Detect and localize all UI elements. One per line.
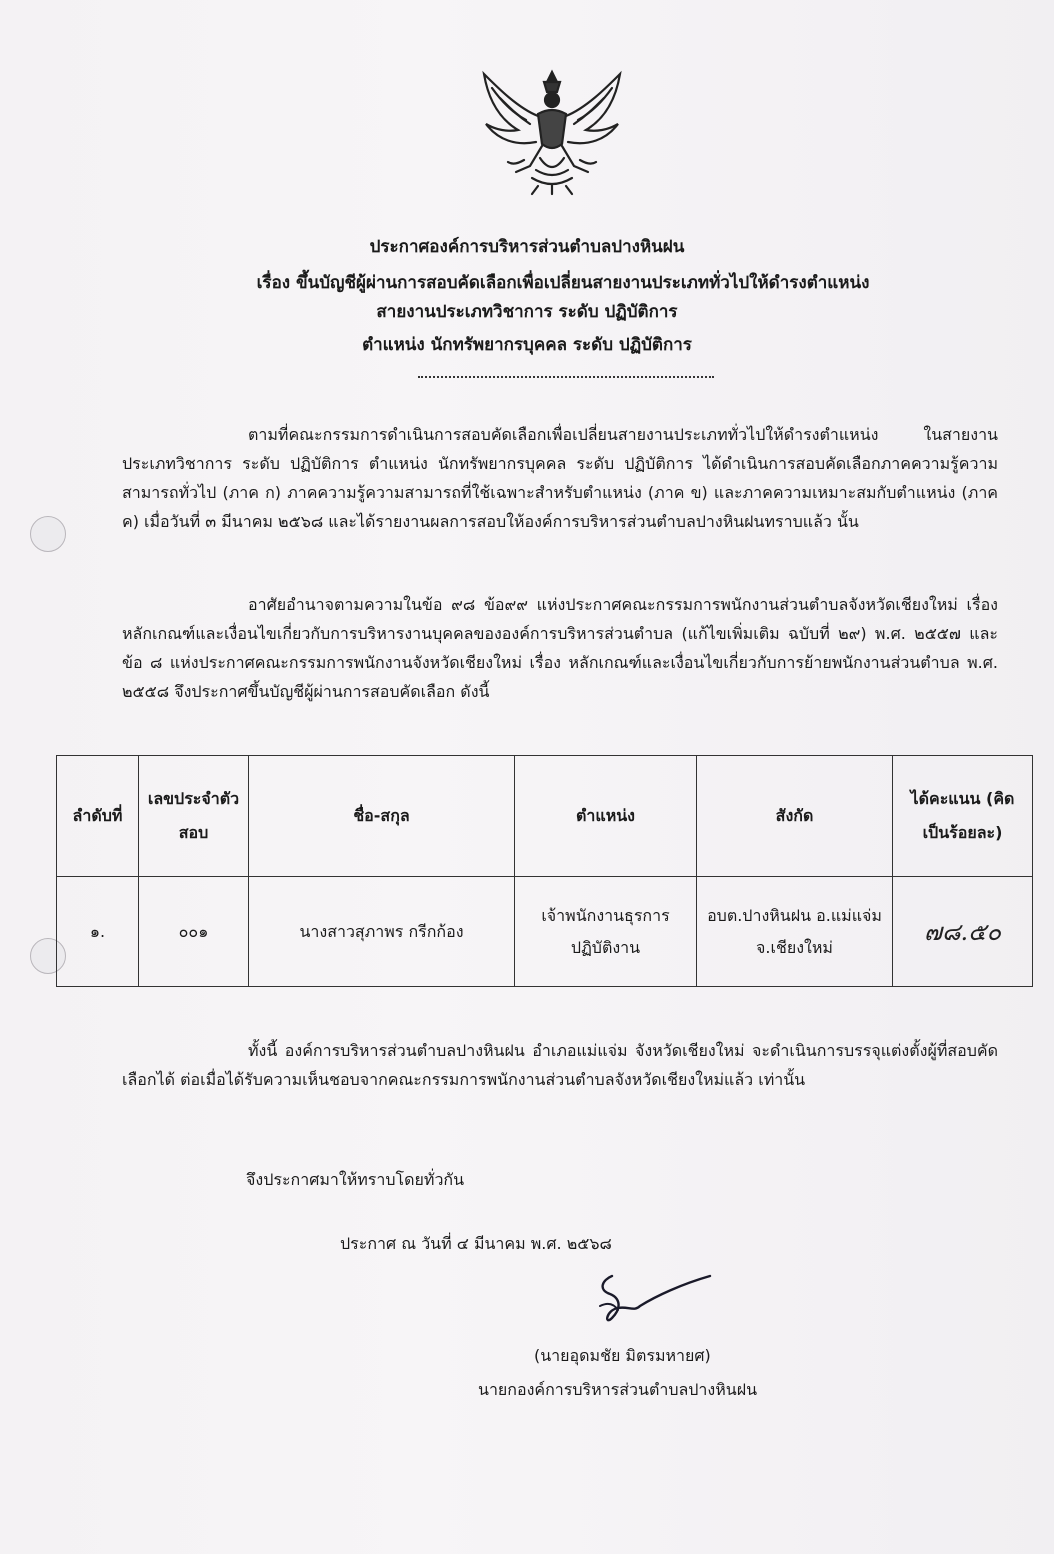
header-score: ได้คะแนน (คิดเป็นร้อยละ) bbox=[893, 756, 1033, 877]
garuda-emblem-icon bbox=[478, 68, 626, 196]
cell-affiliation: อบต.ปางหินฝน อ.แม่แจ่ม จ.เชียงใหม่ bbox=[697, 877, 893, 987]
announce-statement: จึงประกาศมาให้ทราบโดยทั่วกัน bbox=[246, 1170, 465, 1189]
dotted-divider bbox=[418, 376, 714, 378]
announcement-heading: ประกาศองค์การบริหารส่วนตำบลปางหินฝน bbox=[369, 237, 685, 257]
signature-icon bbox=[586, 1268, 716, 1338]
cell-exam-id: ๐๐๑ bbox=[139, 877, 249, 987]
header-position: ตำแหน่ง bbox=[515, 756, 697, 877]
results-table bbox=[56, 755, 1033, 987]
cell-position: เจ้าพนักงานธุรการปฏิบัติงาน bbox=[515, 877, 697, 987]
cell-score: ๗๘.๕๐ bbox=[893, 877, 1033, 987]
announce-date: ประกาศ ณ วันที่ ๔ มีนาคม พ.ศ. ๒๕๖๘ bbox=[340, 1234, 612, 1253]
cell-name: นางสาวสุภาพร กรีกก้อง bbox=[249, 877, 515, 987]
body-paragraph-3: ทั้งนี้ องค์การบริหารส่วนตำบลปางหินฝน อำเภอแม่แจ่ม จังหวัดเชียงใหม่ จะดำเนินการบรรจุแต่งตั้งผู้ที่สอบคัดเลือกได้ ต่อเมื่อได้รับความเห็นชอบจากคณะกรรมการพนักงานส่วนตำบลจังหวัดเชียงใหม่แล้ว เท่านั้น bbox=[122, 1041, 998, 1089]
header-order: ลำดับที่ bbox=[57, 756, 139, 877]
announcement-subject: เรื่อง ขึ้นบัญชีผู้ผ่านการสอบคัดเลือกเพื่อเปลี่ยนสายงานประเภททั่วไปให้ดำรงตำแหน่ง bbox=[256, 273, 870, 293]
announcement-line-class: สายงานประเภทวิชาการ ระดับ ปฏิบัติการ bbox=[376, 302, 678, 322]
punch-hole bbox=[30, 516, 66, 552]
signer-title: นายกองค์การบริหารส่วนตำบลปางหินฝน bbox=[478, 1380, 758, 1399]
table-header-row bbox=[57, 756, 1033, 877]
cell-order: ๑. bbox=[57, 877, 139, 987]
body-paragraph-2: อาศัยอำนาจตามความในข้อ ๙๘ ข้อ๙๙ แห่งประกาศคณะกรรมการพนักงานส่วนตำบลจังหวัดเชียงใหม่ เรื่อง หลักเกณฑ์และเงื่อนไขเกี่ยวกับการบริหารงานบุคคลขององค์การบริหารส่วนตำบล (แก้ไขเพิ่มเติม ฉบับที่ ๒๙) พ.ศ. ๒๕๕๗ และข้อ ๘ แห่งประกาศคณะกรรมการพนักงานจังหวัดเชียงใหม่ เรื่อง หลักเกณฑ์และเงื่อนไขเกี่ยวกับการย้ายพนักงานส่วนตำบล พ.ศ. ๒๕๕๘ จึงประกาศขึ้นบัญชีผู้ผ่านการสอบคัดเลือก ดังนี้ bbox=[122, 595, 998, 701]
announcement-line-position: ตำแหน่ง นักทรัพยากรบุคคล ระดับ ปฏิบัติการ bbox=[362, 335, 692, 355]
table-row bbox=[57, 877, 1033, 987]
header-exam-id: เลขประจำตัวสอบ bbox=[139, 756, 249, 877]
header-affiliation: สังกัด bbox=[697, 756, 893, 877]
signer-name: (นายอุดมชัย มิตรมหายศ) bbox=[534, 1346, 711, 1365]
header-name: ชื่อ-สกุล bbox=[249, 756, 515, 877]
body-paragraph-1: ตามที่คณะกรรมการดำเนินการสอบคัดเลือกเพื่อเปลี่ยนสายงานประเภททั่วไปให้ดำรงตำแหน่ง ในสายงานประเภทวิชาการ ระดับ ปฏิบัติการ ตำแหน่ง นักทรัพยากรบุคคล ระดับ ปฏิบัติการ ได้ดำเนินการสอบคัดเลือกภาคความรู้ความสามารถทั่วไป (ภาค ก) ภาคความรู้ความสามารถที่ใช้เฉพาะสำหรับตำแหน่ง (ภาค ข) และภาคความเหมาะสมกับตำแหน่ง (ภาค ค) เมื่อวันที่ ๓ มีนาคม ๒๕๖๘ และได้รายงานผลการสอบให้องค์การบริหารส่วนตำบลปางหินฝนทราบแล้ว นั้น bbox=[122, 425, 998, 531]
